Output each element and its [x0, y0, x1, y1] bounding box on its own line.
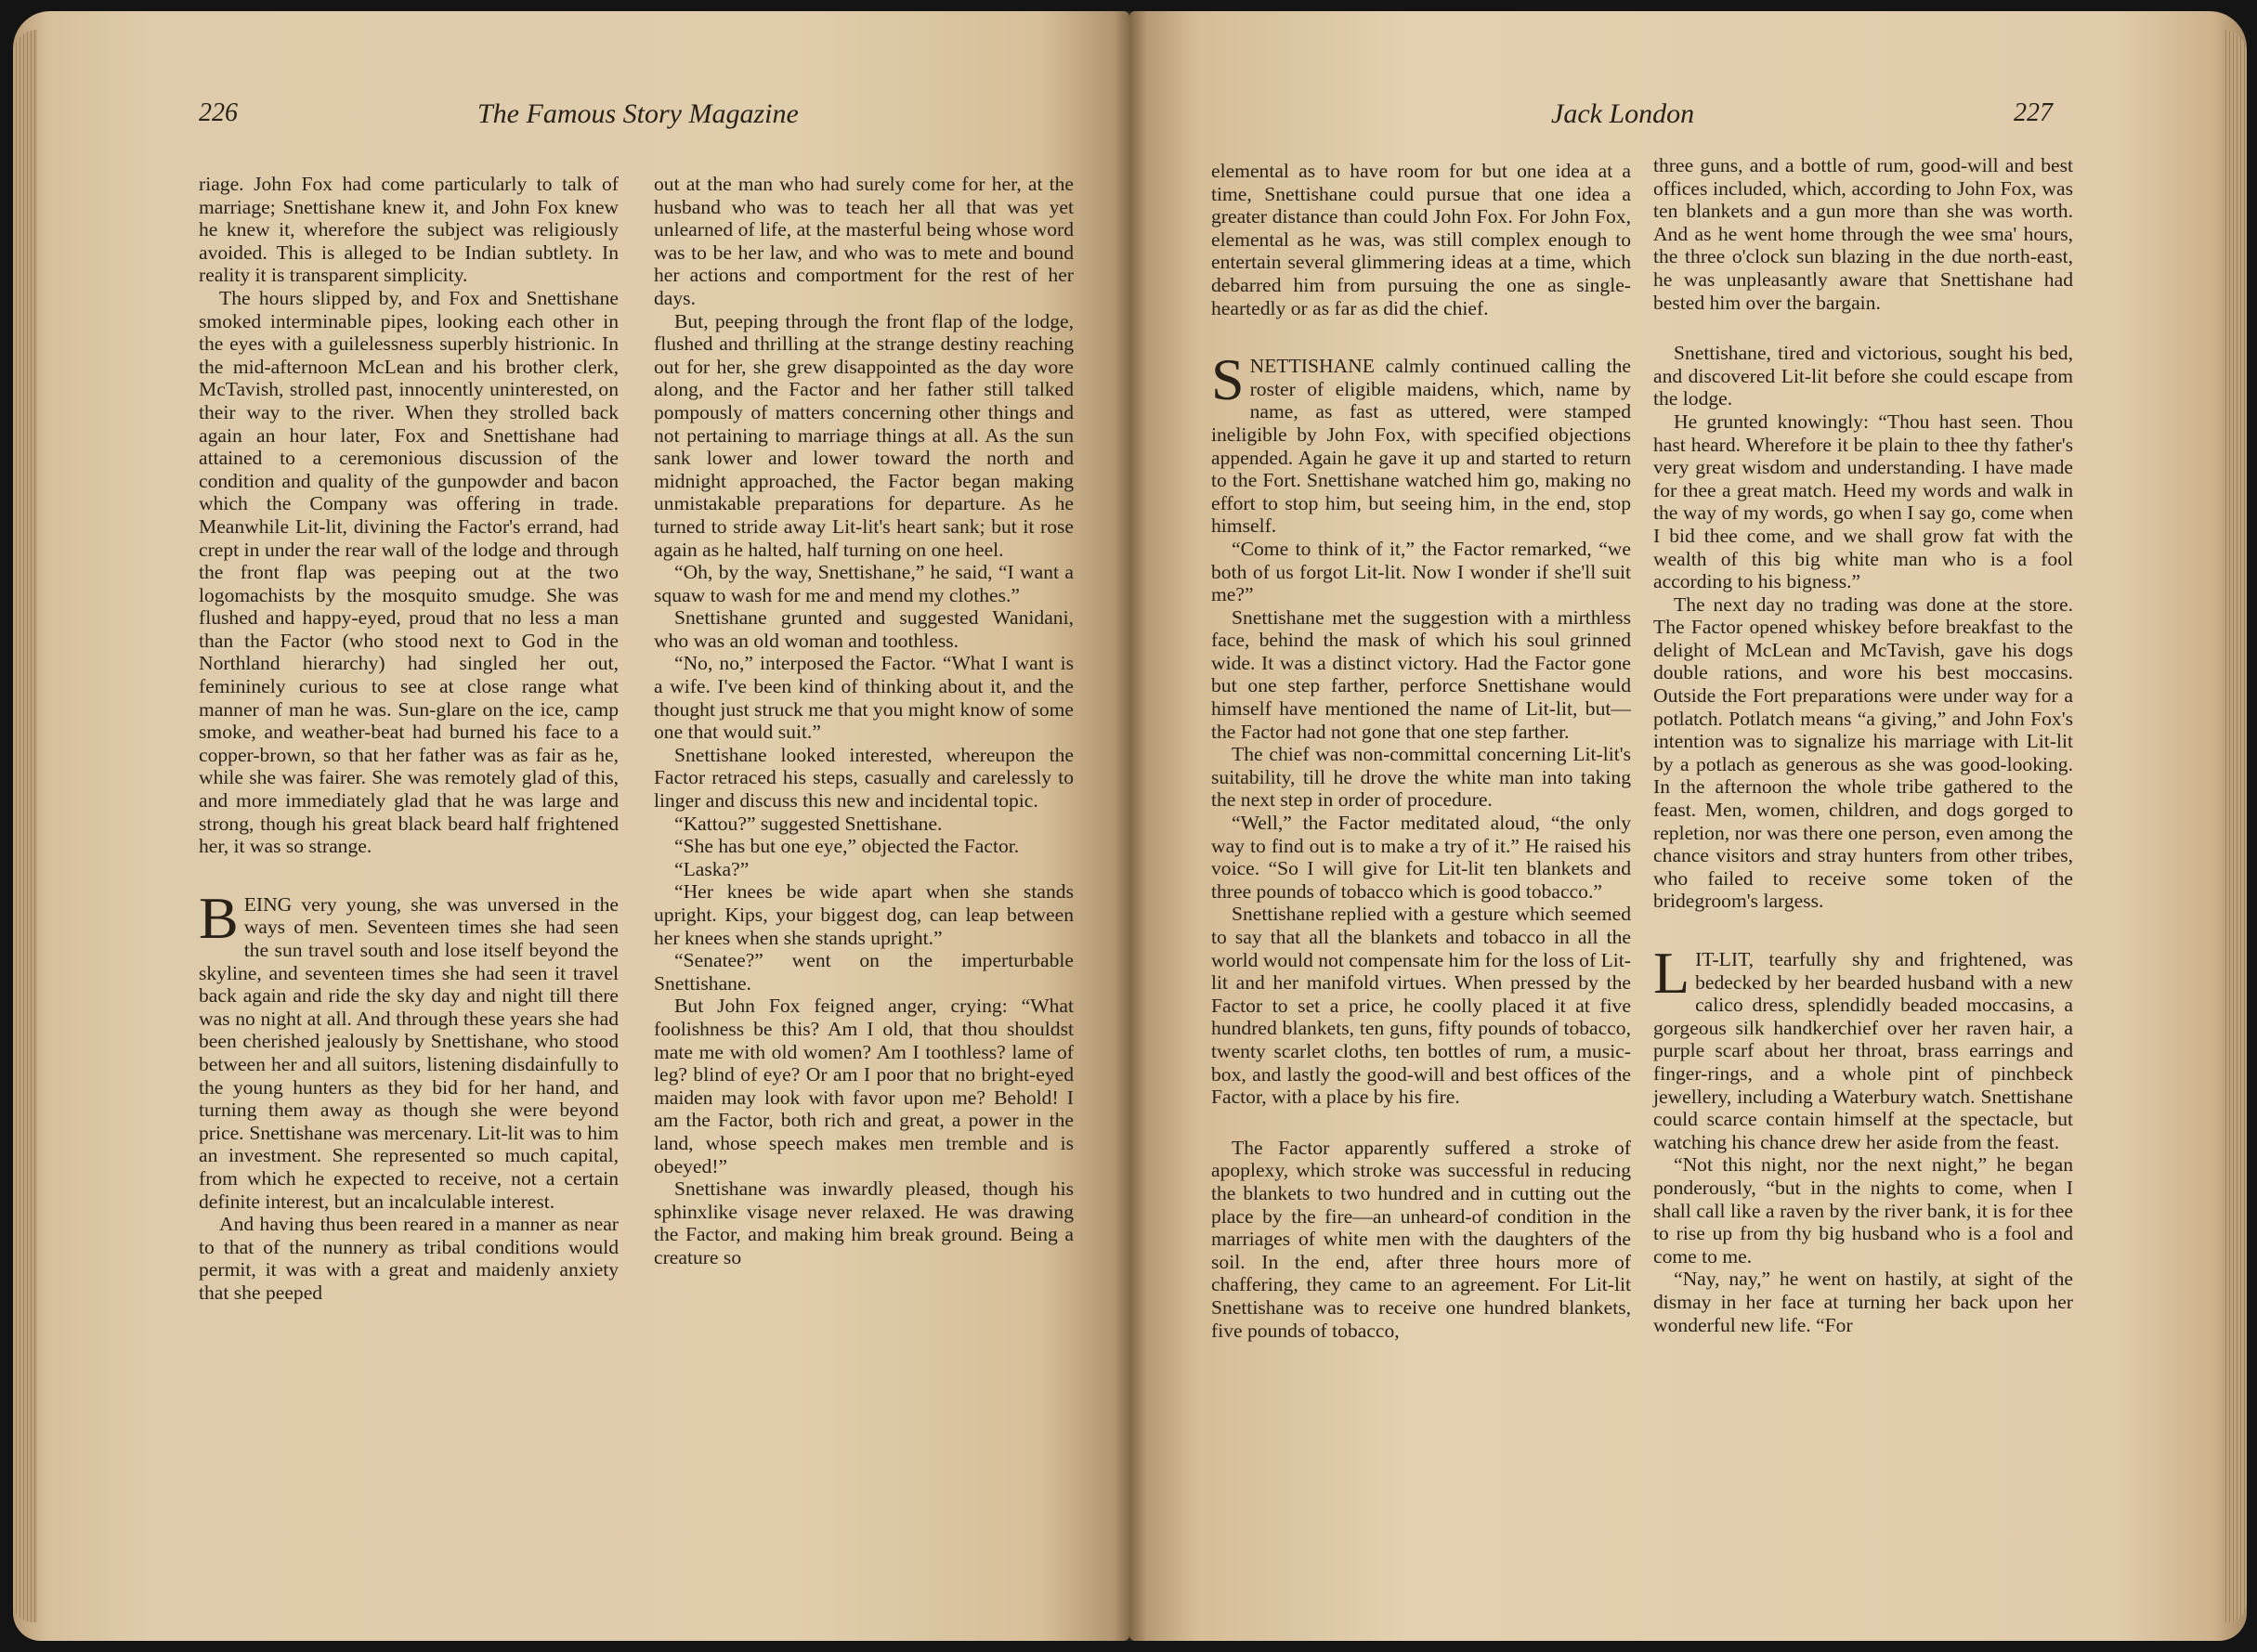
paragraph-text: But John Fox feigned anger, crying: “What foolishness be this? Am I old, that thou shouldst mate me with old women? Am I toothless? lame of leg? blind of eye? Or am I poor that no bright-eyed maiden may look with favor upon me? Behold! I am the Factor, both rich and great, a power in the land, whose speech makes men tremble and is obeyed!”	[654, 995, 1074, 1177]
paragraph-text: “Kattou?” suggested Snettishane.	[674, 812, 943, 835]
paragraph-text: Snettishane replied with a gesture which seemed to say that all the blankets and tobacco in all the world would not compensate him for the loss of Lit-lit and her manifold virtues. When pressed by the Factor to set a price, he coolly placed it at five hundred blankets, ten guns, fifty pounds of tobacco, twenty scarlet cloths, ten bottles of rum, a music-box, and lastly the good-will and best offices of the Factor, with a place by his fire.	[1211, 903, 1631, 1109]
paragraph-text: Snettishane, tired and victorious, sought his bed, and discovered Lit-lit before she could escape from the lodge.	[1653, 342, 2073, 410]
paragraph-text: “Well,” the Factor meditated aloud, “the only way to find out is to make a try of it.” He raised his voice. “So I will give for Lit-lit ten blankets and three pounds of tobacco which is good tobacco.”	[1211, 812, 1631, 903]
paragraph	[654, 858, 1074, 881]
right-page	[1129, 11, 2247, 1641]
paragraph-text: “Her knees be wide apart when she stands upright. Kips, your biggest dog, can leap between her knees when she stands upright.”	[654, 880, 1074, 949]
paragraph-text: “No, no,” interposed the Factor. “What I want is a wife. I've been kind of thinking about it, and the thought just struck me that you might know of some one that would suit.”	[654, 652, 1074, 744]
paragraph	[1653, 940, 2073, 1153]
paragraph-text: He grunted knowingly: “Thou hast seen. Thou hast heard. Wherefore it be plain to thee thy father's very great wisdom and understanding. I have made for thee a great match. Heed my words and walk in the way of my words, go when I say go, come when I bid thee come, and we shall grow fat with the wealth of this big white man who is a fool according to his bigness.”	[1653, 410, 2073, 593]
paragraph	[1653, 1153, 2073, 1268]
paragraph	[199, 1213, 619, 1304]
running-head: Jack London	[1551, 98, 1695, 129]
paragraph	[199, 287, 619, 858]
paragraph	[654, 995, 1074, 1177]
paragraph	[654, 561, 1074, 606]
paragraph-text: Snettishane met the suggestion with a mirthless face, behind the mask of which his soul grinned wide. It was a distinct victory. Had the Factor gone but one step farther, perforce Snettishane would himself have mentioned the name of Lit-lit, but—the Factor had not gone that one step farther.	[1211, 605, 1631, 743]
paragraph	[1211, 903, 1631, 1108]
paragraph-text: out at the man who had surely come for her, at the husband who was to teach her all that was yet unlearned of life, at the masterful being whose word was to be her law, and who was to mete and bound her actions and comportment for the rest of her days.	[654, 173, 1074, 309]
paragraph-text: Snettishane looked interested, whereupon the Factor retraced his steps, casually and carelessly to linger and discuss this new and incidental topic.	[654, 743, 1074, 813]
paragraph	[1653, 342, 2073, 410]
paragraph-text: IT-LIT, tearfully shy and frightened, was bedecked by her bearded husband with a new calico dress, splendidly beaded moccasins, a gorgeous silk handkerchief over her raven hair, a purple scarf about her throat, brass earrings and finger-rings, and a whole pint of pinchbeck jewellery, including a Waterbury watch. Snettishane could scarce contain himself at the spectacle, but watching his chance drew her aside from the feast.	[1653, 948, 2073, 1153]
text-column	[1653, 154, 2073, 1336]
text-column	[654, 173, 1074, 1269]
open-book	[13, 11, 2247, 1641]
paragraph-text: The chief was non-committal concerning Lit-lit's suitability, till he drove the white man into taking the next step in order of procedure.	[1211, 743, 1631, 812]
text-column	[199, 173, 619, 1305]
paragraph-text: three guns, and a bottle of rum, good-will and best offices included, which, according to John Fox, was ten blankets and a gun more than she was worth. And as he went home through the wee sma' hours, the three o'clock sun blazing in the due north-east, he was unpleasantly aware that Snettishane had bested him over the bargain.	[1653, 154, 2073, 314]
paragraph	[1653, 1268, 2073, 1336]
paragraph	[654, 949, 1074, 995]
page-edges	[2223, 30, 2247, 1622]
paragraph-text: “Not this night, nor the next night,” he began ponderously, “but in the nights to come, when I shall call like a raven by the river bank, it is for thee to rise up from thy big husband who is a fool and come to me.	[1653, 1153, 2073, 1268]
paragraph-text: NETTISHANE calmly continued calling the roster of eligible maidens, which, name by name, as fast as uttered, were stamped ineligible by John Fox, with specified objections appended. Again he gave it up and started to return to the Fort. Snettishane watched him go, making no effort to stop him, but seeing him, in the end, stop himself.	[1211, 355, 1631, 538]
page-edges	[13, 30, 37, 1622]
paragraph	[1211, 538, 1631, 606]
paragraph	[654, 310, 1074, 562]
paragraph	[654, 1177, 1074, 1268]
paragraph	[654, 813, 1074, 836]
paragraph	[1211, 743, 1631, 812]
paragraph	[1211, 812, 1631, 903]
paragraph	[199, 884, 619, 1213]
paragraph	[654, 173, 1074, 310]
page-number: 227	[2014, 98, 2053, 127]
paragraph-text: riage. John Fox had come particularly to talk of marriage; Snettishane knew it, and John Fox knew he knew it, wherefore the subject was religiously avoided. This is alleged to be Indian subtlety. In reality it is transparent simplicity.	[199, 173, 619, 287]
paragraph-text: “Laska?”	[674, 857, 750, 880]
running-head: The Famous Story Magazine	[477, 98, 799, 129]
paragraph	[654, 606, 1074, 652]
drop-cap: L	[1653, 940, 1690, 1006]
paragraph-text: The Factor apparently suffered a stroke of apoplexy, which stroke was successful in reducing the blankets to two hundred and in cutting out the place by the fire—an unheard-of condition in the marriages of white men with the daughters of the soil. In the end, after three hours more of chaffering, they came to an agreement. For Lit-lit Snettishane was to receive one hundred blankets, five pounds of tobacco,	[1211, 1136, 1631, 1342]
paragraph	[654, 835, 1074, 858]
paragraph-text: But, peeping through the front flap of the lodge, flushed and thrilling at the strange destiny reaching out for her, she grew disappointed as the day wore along, and the Factor and her father still talked pompously of matters concerning other things and not pertaining to marriage things at all. As the sun sank lower and lower toward the north and midnight approached, the Factor began making unmistakable preparations for departure. As he turned to stride away Lit-lit's heart sank; but it rose again as he halted, half turning on one heel.	[654, 309, 1074, 561]
paragraph	[1211, 346, 1631, 538]
paragraph	[1653, 154, 2073, 314]
paragraph-text: Snettishane grunted and suggested Wanidani, who was an old woman and toothless.	[654, 606, 1074, 652]
paragraph	[1211, 1137, 1631, 1342]
paragraph	[1211, 160, 1631, 319]
paragraph-text: The next day no trading was done at the store. The Factor opened whiskey before breakfast to the delight of McLean and McTavish, gave his dogs double rations, and wore his best moccasins. Outside the Fort preparations were under way for a potlatch. Potlatch means “a giving,” and John Fox's intention was to signalize his marriage with Lit-lit by a potlach as generous as she was good-looking. In the afternoon the whole tribe gathered to the feast. Men, women, children, and dogs gorged to repletion, nor was there one person, even among the chance visitors and stray hunters from other tribes, who failed to receive some token of the bridegroom's largess.	[1653, 592, 2073, 913]
paragraph-text: “Come to think of it,” the Factor remarked, “we both of us forgot Lit-lit. Now I wonder if she'll suit me?”	[1211, 537, 1631, 606]
paragraph-text: elemental as to have room for but one idea at a time, Snettishane could pursue that one idea a greater distance than could John Fox. For John Fox, elemental as he was, was still complex enough to entertain several glimmering ideas at a time, which debarred him from pursuing the one as single-heartedly or as far as did the chief.	[1211, 160, 1631, 319]
drop-cap: B	[199, 884, 239, 951]
paragraph	[199, 173, 619, 287]
paragraph-text: “Oh, by the way, Snettishane,” he said, “I want a squaw to wash for me and mend my clothes.”	[654, 561, 1074, 606]
paragraph	[654, 880, 1074, 949]
paragraph	[1653, 410, 2073, 593]
drop-cap: S	[1211, 346, 1245, 413]
paragraph	[654, 652, 1074, 743]
paragraph	[654, 744, 1074, 813]
paragraph-text: And having thus been reared in a manner as near to that of the nunnery as tribal conditions would permit, it was with a great and maidenly anxiety that she peeped	[199, 1213, 619, 1304]
page-number: 226	[199, 98, 238, 127]
paragraph-text: The hours slipped by, and Fox and Snettishane smoked interminable pipes, looking each other in the eyes with a guilelessness superbly histrionic. In the mid-afternoon McLean and his brother clerk, McTavish, strolled past, innocently uninterested, on their way to the river. When they strolled back again an hour later, Fox and Snettishane had attained to a ceremonious discussion of the condition and quality of the gunpowder and bacon which the Company was offering in trade. Meanwhile Lit-lit, divining the Factor's errand, had crept in under the rear wall of the lodge and through the front flap was peeping out at the two logomachists by the mosquito smudge. She was flushed and happy-eyed, proud that no less a man than the Factor (who stood next to God in the Northland hierarchy) had singled her out, femininely curious to see at close range what manner of man he was. Sun-glare on the ice, camp smoke, and weather-beat had burned his face to a copper-brown, so that her father was as fair as he, while she was fairer. She was remotely glad of this, and more immediately glad that he was large and strong, though his great black beard half frightened her, it was so strange.	[199, 286, 619, 858]
paragraph-text: “Senatee?” went on the imperturbable Snettishane.	[654, 949, 1074, 995]
left-page	[13, 11, 1129, 1641]
paragraph-text: “Nay, nay,” he went on hastily, at sight of the dismay in her face at turning her back upon her wonderful new life. “For	[1653, 1268, 2073, 1336]
paragraph-text: EING very young, she was unversed in the ways of men. Seventeen times she had seen the sun travel south and lose itself beyond the skyline, and seventeen times she had seen it travel back again and ride the sky day and night till there was no night at all. And through these years she had been cherished jealously by Snettishane, who stood between her and all suitors, listening disdainfully to the young hunters as they bid for her hand, and turning them away as though she were beyond price. Snettishane was mercenary. Lit-lit was to him an investment. She represented so much capital, from which he expected to receive, not a certain definite interest, but an incalculable interest.	[199, 892, 619, 1213]
paragraph	[1653, 593, 2073, 913]
paragraph	[1211, 606, 1631, 744]
paragraph-text: Snettishane was inwardly pleased, though his sphinxlike visage never relaxed. He was drawing the Factor, and making him break ground. Being a creature so	[654, 1177, 1074, 1268]
paragraph-text: “She has but one eye,” objected the Factor.	[674, 835, 1020, 858]
text-column	[1211, 160, 1631, 1342]
